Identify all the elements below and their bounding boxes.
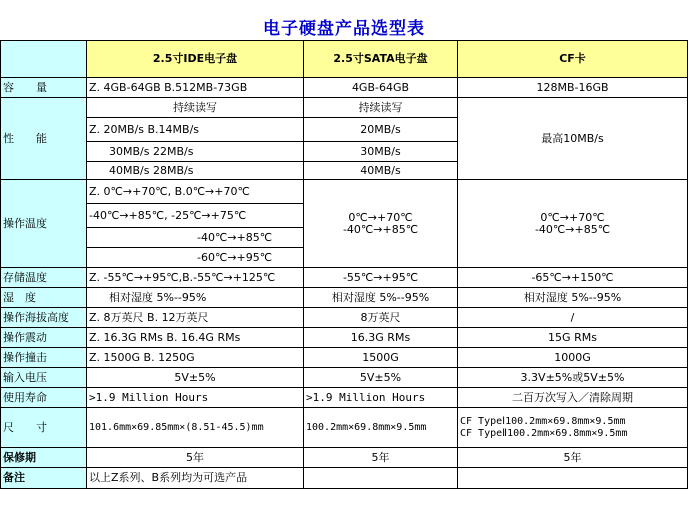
- column-header-sata: 2.5寸SATA电子盘: [304, 41, 458, 78]
- storage-temp-cf: -65℃→+150℃: [458, 268, 688, 288]
- op-temp-cf: [458, 180, 688, 268]
- capacity-cf: 128MB-16GB: [458, 78, 688, 98]
- row-label-storage-temp: 存储温度: [1, 268, 87, 288]
- size-cf: [458, 408, 688, 448]
- op-temp-ide-1: Z. 0℃→+70℃, B.0℃→+70℃: [87, 180, 304, 204]
- row-label-capacity: 容 量: [1, 78, 87, 98]
- performance-ide-3: 40MB/s 28MB/s: [87, 162, 304, 180]
- voltage-cf: 3.3V±5%或5V±5%: [458, 368, 688, 388]
- op-temp-cf-1: 0℃→+70℃: [540, 210, 605, 224]
- humidity-ide: 相对湿度 5%--95%: [87, 288, 304, 308]
- table-row: [1, 368, 688, 388]
- table-row: [1, 288, 688, 308]
- table-row: [1, 78, 688, 98]
- size-ide: 101.6mm×69.85mm×(8.51-45.5)mm: [87, 408, 304, 448]
- shock-sata: 1500G: [304, 348, 458, 368]
- header-row: [1, 41, 688, 78]
- op-temp-sata-2: -40℃→+85℃: [342, 222, 419, 236]
- lifetime-ide: >1.9 Million Hours: [87, 388, 304, 408]
- shock-cf: 1000G: [458, 348, 688, 368]
- humidity-cf: 相对湿度 5%--95%: [458, 288, 688, 308]
- column-header-cf: CF卡: [458, 41, 688, 78]
- header-corner: [1, 41, 87, 78]
- op-temp-ide-3: -40℃→+85℃: [87, 228, 304, 248]
- warranty-cf: 5年: [458, 448, 688, 468]
- vibration-sata: 16.3G RMs: [304, 328, 458, 348]
- altitude-ide: Z. 8万英尺 B. 12万英尺: [87, 308, 304, 328]
- performance-sata-1: 20MB/s: [304, 118, 458, 142]
- remark-ide: 以上Z系列、B系列均为可选产品: [87, 468, 304, 489]
- row-label-lifetime: 使用寿命: [1, 388, 87, 408]
- column-header-ide: 2.5寸IDE电子盘: [87, 41, 304, 78]
- op-temp-ide-4: -60℃→+95℃: [87, 248, 304, 268]
- table-row: [1, 328, 688, 348]
- table-row: [1, 268, 688, 288]
- row-label-altitude: 操作海拔高度: [1, 308, 87, 328]
- table-row: [1, 388, 688, 408]
- lifetime-cf: 二百万次写入／清除周期: [458, 388, 688, 408]
- table-row: [1, 308, 688, 328]
- warranty-ide: 5年: [87, 448, 304, 468]
- vibration-cf: 15G RMs: [458, 328, 688, 348]
- performance-cf: 最高10MB/s: [458, 98, 688, 180]
- table-row: [1, 448, 688, 468]
- row-label-vibration: 操作震动: [1, 328, 87, 348]
- size-cf-type2: CF TypeⅡ100.2mm×69.8mm×9.5mm: [460, 427, 628, 439]
- op-temp-cf-2: -40℃→+85℃: [534, 222, 611, 236]
- op-temp-sata: [304, 180, 458, 268]
- remark-cf-empty: [458, 468, 688, 489]
- op-temp-sata-1: 0℃→+70℃: [348, 210, 413, 224]
- lifetime-sata: >1.9 Million Hours: [304, 388, 458, 408]
- altitude-sata: 8万英尺: [304, 308, 458, 328]
- selection-table: [0, 40, 688, 489]
- performance-ide-header: 持续读写: [87, 98, 304, 118]
- row-label-warranty: 保修期: [1, 448, 87, 468]
- performance-ide-1: Z. 20MB/s B.14MB/s: [87, 118, 304, 142]
- storage-temp-sata: -55℃→+95℃: [304, 268, 458, 288]
- remark-sata-empty: [304, 468, 458, 489]
- page-title: 电子硬盘产品选型表: [263, 19, 425, 39]
- vibration-ide: Z. 16.3G RMs B. 16.4G RMs: [87, 328, 304, 348]
- capacity-sata: 4GB-64GB: [304, 78, 458, 98]
- storage-temp-ide: Z. -55℃→+95℃,B.-55℃→+125℃: [87, 268, 304, 288]
- table-row: [1, 348, 688, 368]
- row-label-voltage: 输入电压: [1, 368, 87, 388]
- table-row: [1, 408, 688, 448]
- performance-sata-2: 30MB/s: [304, 142, 458, 162]
- size-sata: 100.2mm×69.8mm×9.5mm: [304, 408, 458, 448]
- performance-sata-3: 40MB/s: [304, 162, 458, 180]
- capacity-ide: Z. 4GB-64GB B.512MB-73GB: [87, 78, 304, 98]
- row-label-op-temp: 操作温度: [1, 180, 87, 268]
- row-label-remark: 备注: [1, 468, 87, 489]
- row-label-performance: 性 能: [1, 98, 87, 180]
- performance-sata-header: 持续读写: [304, 98, 458, 118]
- size-cf-type1: CF TypeⅠ100.2mm×69.8mm×9.5mm: [460, 415, 626, 427]
- performance-ide-2: 30MB/s 22MB/s: [87, 142, 304, 162]
- op-temp-ide-2: -40℃→+85℃, -25℃→+75℃: [87, 204, 304, 228]
- humidity-sata: 相对湿度 5%--95%: [304, 288, 458, 308]
- voltage-ide: 5V±5%: [87, 368, 304, 388]
- shock-ide: Z. 1500G B. 1250G: [87, 348, 304, 368]
- row-label-size: 尺 寸: [1, 408, 87, 448]
- voltage-sata: 5V±5%: [304, 368, 458, 388]
- table-row: [1, 468, 688, 489]
- row-label-shock: 操作撞击: [1, 348, 87, 368]
- table-row: [1, 180, 688, 204]
- warranty-sata: 5年: [304, 448, 458, 468]
- table-row: [1, 98, 688, 118]
- altitude-cf: /: [458, 308, 688, 328]
- row-label-humidity: 湿 度: [1, 288, 87, 308]
